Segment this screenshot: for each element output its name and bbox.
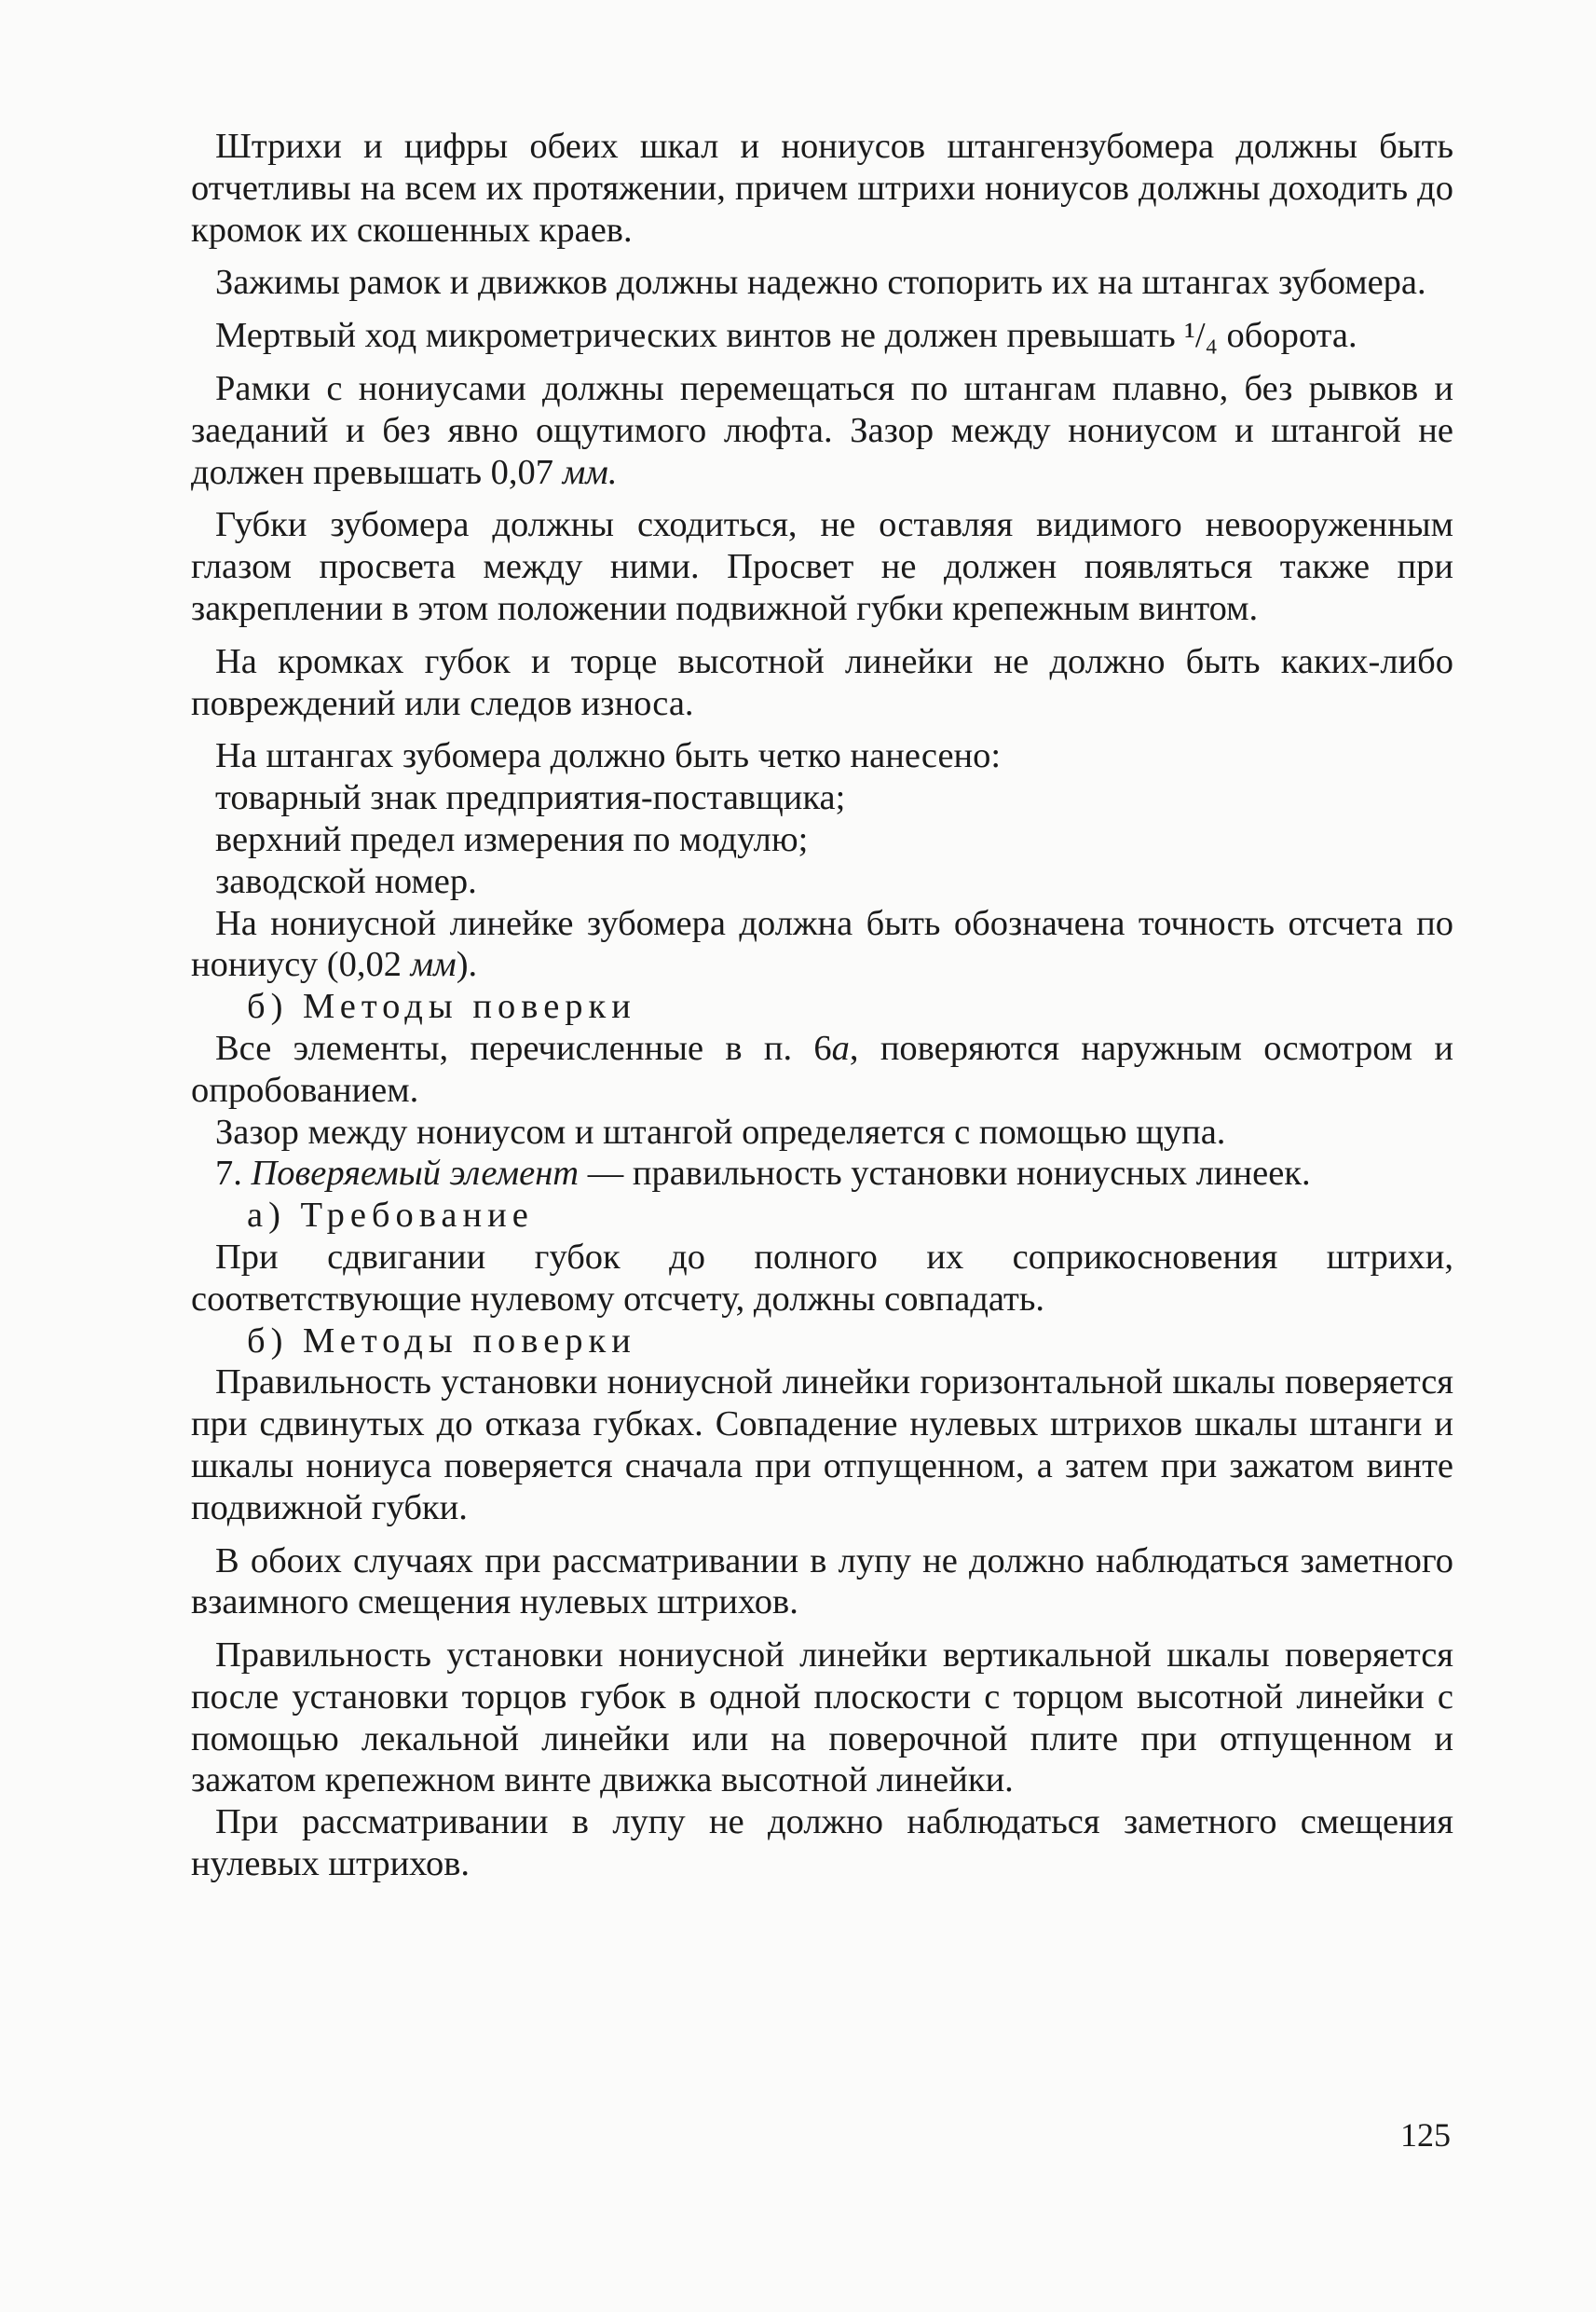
paragraph-horizontal-scale: Правильность установки нониусной линейки горизонтальной шкалы поверяется при сдвинутых до отказа губках. Совпадение нулевых штрихов шкалы штанги и шкалы нониуса поверяется сначала при отпущенном, а затем при зажатом винте подвижной губки. <box>191 1362 1453 1527</box>
paragraph-edges: На кромках губок и торце высотной линейки не должно быть каких-либо повреждений или следов износа. <box>191 641 1453 723</box>
paragraph-zero-alignment: При сдвигании губок до полного их соприкосновения штрихи, соответствующие нулевому отсчету, должны совпадать. <box>191 1237 1453 1319</box>
paragraph-vernier-accuracy <box>191 903 1453 987</box>
body-text <box>191 126 1453 1885</box>
paragraph-reference: а <box>831 1028 850 1068</box>
unit-mm: мм. <box>562 452 618 492</box>
paragraph-gap-check: Зазор между нониусом и штангой определяется с помощью щупа. <box>215 1112 1226 1152</box>
paragraph-item-7 <box>191 1153 1453 1195</box>
paragraph-inspection-end: , поверяются наружным осмотром и опробованием. <box>191 1028 1453 1110</box>
paragraph-final-check: При рассматривании в лупу не должно наблюдаться заметного смещения нулевых штрихов. <box>191 1802 1453 1884</box>
heading-verification-methods-2: б) Методы поверки <box>247 1320 636 1361</box>
page-number: 125 <box>1400 2116 1451 2154</box>
paragraph-inspection-start: Все элементы, перечисленные в п. 6 <box>215 1028 832 1068</box>
list-item-upper-limit: верхний предел измерения по модулю; <box>215 819 809 859</box>
paragraph-inspection <box>191 1028 1453 1112</box>
paragraph-jaws: Губки зубомера должны сходиться, не оставляя видимого невооруженным глазом просвета между ними. Просвет не должен появляться также при закреплении в этом положении подвижной губки крепежным винтом. <box>191 505 1453 628</box>
paragraph-vernier-accuracy-end: ). <box>456 945 478 985</box>
paragraph-markings-intro: На штангах зубомера должно быть четко нанесено: <box>215 736 1002 776</box>
item-title: Поверяемый элемент <box>251 1154 580 1194</box>
list-item-serial-number: заводской номер. <box>215 861 477 901</box>
heading-verification-methods: б) Методы поверки <box>247 987 636 1027</box>
paragraph-frame-movement-text: Рамки с нониусами должны перемещаться по штангам плавно, без рывков и заеданий и без явно ощутимого люфта. Зазор между нониусом и штангой не должен превышать 0,07 <box>191 368 1453 492</box>
paragraph-clamps: Зажимы рамок и движков должны надежно стопорить их на штангах зубомера. <box>215 263 1426 303</box>
paragraph-scale-markings: Штрихи и цифры обеих шкал и нониусов штангензубомера должны быть отчетливы на всем их протяжении, причем штрихи нониусов должны доходить до кромок их скошенных краев. <box>191 127 1453 250</box>
paragraph-dead-travel: Мертвый ход микрометрических винтов не должен превышать ¹/₄ оборота. <box>215 316 1357 356</box>
list-item-trademark: товарный знак предприятия-поставщика; <box>215 778 846 818</box>
paragraph-vertical-scale: Правильность установки нониусной линейки вертикальной шкалы поверяется после установки торцов губок в одной плоскости с торцом высотной линейки с помощью лекальной линейки или на поверочной плите при отпущенном и зажатом крепежном винте движка высотной линейки. <box>191 1635 1453 1800</box>
paragraph-magnifier-check: В обоих случаях при рассматривании в лупу не должно наблюдаться заметного взаимного смещения нулевых штрихов. <box>191 1540 1453 1622</box>
item-number: 7. <box>215 1154 242 1194</box>
heading-requirement: а) Требование <box>247 1196 534 1236</box>
paragraph-frame-movement <box>191 368 1453 493</box>
item-description: — правильность установки нониусных линеек. <box>587 1154 1311 1194</box>
unit-mm: мм <box>410 945 457 985</box>
paragraph-vernier-accuracy-text: На нониусной линейке зубомера должна быть обозначена точность отсчета по нониусу (0,02 <box>191 903 1453 985</box>
